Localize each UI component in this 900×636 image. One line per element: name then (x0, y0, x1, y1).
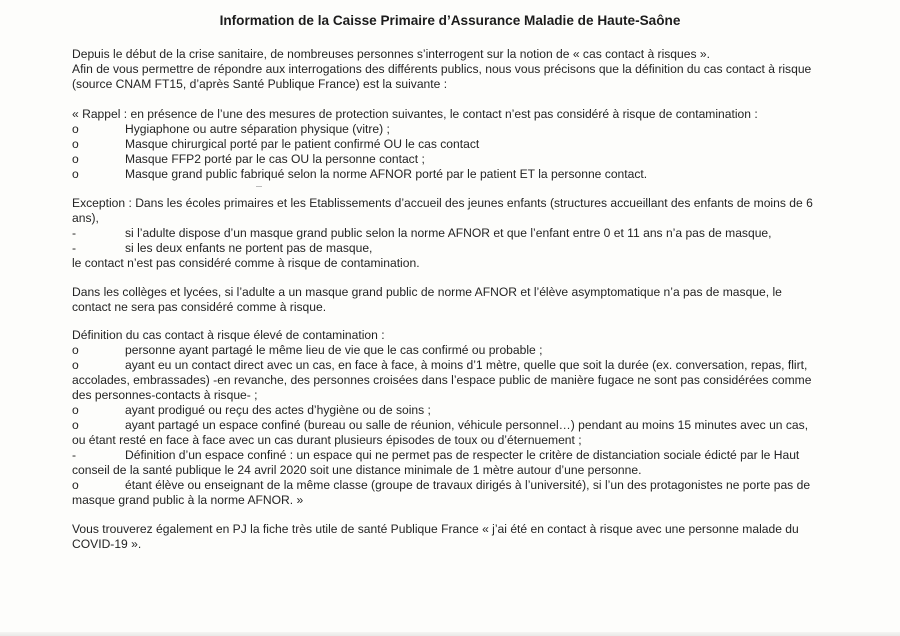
rappel-heading: « Rappel : en présence de l’une des mesures de protection suivantes, le contact n’est pas considéré à risque de contamination : (72, 107, 758, 121)
definition-item: ayant prodigué ou reçu des actes d’hygiène ou de soins ; (125, 403, 431, 417)
definition-item: ayant eu un contact direct avec un cas, en face à face, à moins d’1 mètre, quelle que soit la durée (ex. conversation, repas, flirt, (125, 358, 808, 372)
definition-item-continuation: accolades, embrassades) -en revanche, des personnes croisées dans l’espace public de manière fugace ne sont pas considérées comme (72, 373, 812, 387)
colleges-line: contact ne sera pas considéré comme à risque. (72, 300, 327, 314)
exception-line: ans), (72, 211, 99, 225)
scan-smudge (256, 186, 262, 187)
definition-heading: Définition du cas contact à risque élevé de contamination : (72, 328, 385, 342)
bullet-marker: o (72, 418, 79, 432)
definition-item: Définition d’un espace confiné : un espace qui ne permet pas de respecter le critère de distanciation sociale édicté par le Haut (125, 448, 800, 462)
definition-item-continuation: des personnes-contacts à risque- ; (72, 388, 258, 402)
rappel-item: Masque chirurgical porté par le patient confirmé OU le cas contact (125, 137, 480, 151)
bullet-marker: o (72, 167, 79, 181)
document-title: Information de la Caisse Primaire d’Assurance Maladie de Haute-Saône (219, 13, 681, 28)
exception-item: si les deux enfants ne portent pas de masque, (125, 241, 373, 255)
bullet-marker: o (72, 403, 79, 417)
bullet-marker: o (72, 137, 79, 151)
closing-line: Vous trouverez également en PJ la fiche très utile de santé Publique France « j’ai été en contact à risque avec une personne malade du (72, 522, 799, 536)
scan-bottom-edge (0, 632, 900, 636)
dash-marker: - (72, 226, 77, 240)
intro-line: Depuis le début de la crise sanitaire, de nombreuses personnes s’interrogent sur la notion de « cas contact à risques ». (72, 47, 710, 61)
intro-line: Afin de vous permettre de répondre aux interrogations des différents publics, nous vous précisons que la définition du cas contact à risque (72, 62, 812, 76)
definition-item-continuation: masque grand public à la norme AFNOR. » (72, 493, 304, 507)
rappel-item: Masque grand public fabriqué selon la norme AFNOR porté par le patient ET la personne contact. (125, 167, 648, 181)
exception-line: Exception : Dans les écoles primaires et les Etablissements d’accueil des jeunes enfants (structures accueillant des enfants de moins de 6 (72, 196, 813, 210)
definition-item: étant élève ou enseignant de la même classe (groupe de travaux dirigés à l’université), si l’un des protagonistes ne porte pas de (125, 478, 811, 492)
dash-marker: - (72, 241, 77, 255)
definition-item-continuation: ou étant resté en face à face avec un cas durant plusieurs épisodes de toux ou d’éternuement ; (72, 433, 582, 447)
definition-item: ayant partagé un espace confiné (bureau ou salle de réunion, véhicule personnel…) pendant au moins 15 minutes avec un cas, (125, 418, 809, 432)
exception-item: si l’adulte dispose d’un masque grand public selon la norme AFNOR et que l’enfant entre 0 et 11 ans n’a pas de masque, (125, 226, 772, 240)
bullet-marker: o (72, 343, 79, 357)
intro-line: (source CNAM FT15, d’après Santé Publique France) est la suivante : (72, 77, 448, 91)
exception-conclusion: le contact n’est pas considéré comme à risque de contamination. (72, 256, 420, 270)
bullet-marker: o (72, 152, 79, 166)
bullet-marker: o (72, 358, 79, 372)
colleges-line: Dans les collèges et lycées, si l’adulte a un masque grand public de norme AFNOR et l’élève asymptomatique n’a pas de masque, le (72, 285, 782, 299)
dash-marker: - (72, 448, 77, 462)
rappel-item: Hygiaphone ou autre séparation physique (vitre) ; (125, 122, 390, 136)
definition-item: personne ayant partagé le même lieu de vie que le cas confirmé ou probable ; (125, 343, 543, 357)
closing-line: COVID-19 ». (72, 537, 142, 551)
definition-item-continuation: conseil de la santé publique le 24 avril 2020 soit une distance minimale de 1 mètre autour d’une personne. (72, 463, 642, 477)
bullet-marker: o (72, 122, 79, 136)
rappel-item: Masque FFP2 porté par le cas OU la personne contact ; (125, 152, 425, 166)
bullet-marker: o (72, 478, 79, 492)
